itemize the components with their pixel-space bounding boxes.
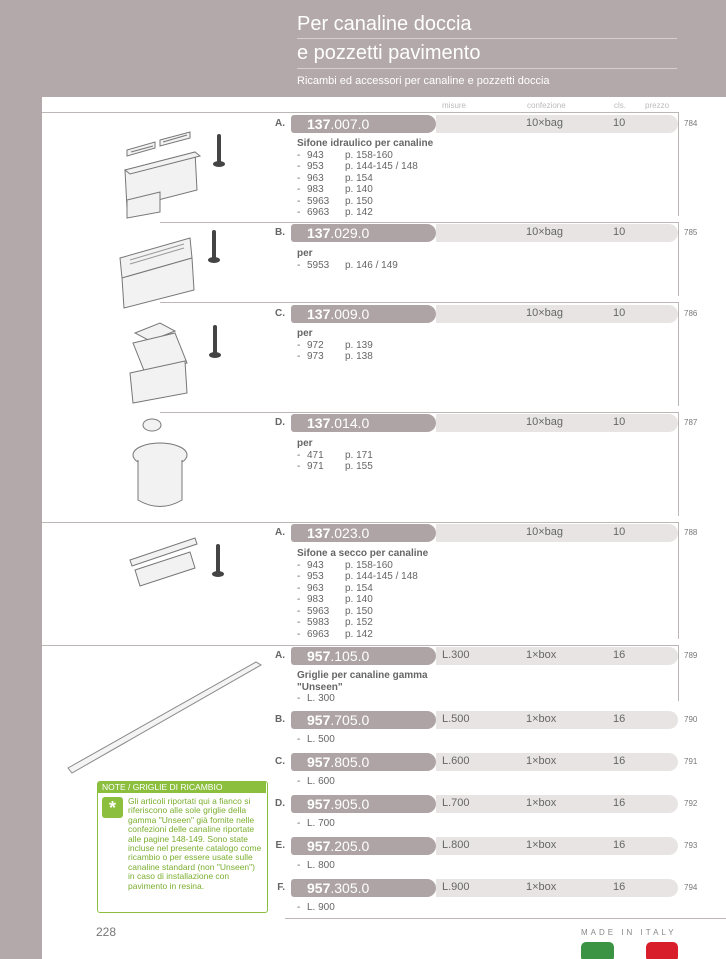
- dry-siphon-illustration: [120, 530, 250, 590]
- item-cls: 16: [613, 839, 626, 851]
- desc-code: 983: [307, 594, 324, 605]
- row-edge: [678, 302, 679, 406]
- desc-dash: -: [297, 605, 301, 617]
- desc-page: p. 154: [345, 172, 373, 184]
- desc-code: L. 800: [307, 860, 335, 871]
- item-ref: 790: [684, 715, 698, 724]
- desc-code: 5983: [307, 617, 330, 628]
- item-ref: 791: [684, 757, 698, 766]
- siphon-illustration-b: [110, 228, 240, 312]
- item-misure: L.600: [442, 755, 470, 767]
- code-prefix: 137: [307, 306, 331, 322]
- desc-code: 5953: [307, 259, 330, 271]
- desc-page: p. 155: [345, 461, 373, 472]
- item-info-band: [436, 753, 678, 771]
- desc-row: [297, 150, 467, 162]
- item-info-band: [436, 837, 678, 855]
- siphon-illustration-c: [125, 313, 240, 405]
- item-info-band: [436, 647, 678, 665]
- desc-row: [297, 571, 467, 583]
- code-prefix: 957: [307, 648, 331, 664]
- desc-dash: -: [297, 449, 301, 461]
- item-ref: 785: [684, 228, 698, 237]
- item-letter: D.: [275, 798, 285, 809]
- code-prefix: 137: [307, 225, 331, 241]
- desc-dash: -: [297, 902, 301, 913]
- desc-row: [297, 161, 467, 173]
- desc-title: per: [297, 248, 313, 259]
- desc-page: p. 140: [345, 184, 373, 195]
- note-heading: NOTE / GRIGLIE DI RICAMBIO: [98, 782, 266, 793]
- desc-title: per: [297, 438, 313, 449]
- desc-page: p. 144-145 / 148: [345, 161, 418, 172]
- desc-row: [297, 340, 467, 352]
- desc-dash: -: [297, 161, 301, 172]
- item-confezione: 10×bag: [526, 117, 564, 129]
- item-cls: 10: [613, 416, 626, 428]
- asterisk-icon: *: [102, 797, 123, 818]
- item-code: [291, 837, 436, 855]
- item-description: [297, 902, 467, 914]
- item-code: [291, 224, 436, 242]
- code-suffix: .007.0: [330, 116, 370, 132]
- item-code: [291, 305, 436, 323]
- item-letter: C.: [275, 308, 285, 319]
- desc-title: per: [297, 328, 313, 339]
- item-confezione: 1×box: [526, 713, 557, 725]
- desc-code: 953: [307, 571, 324, 582]
- desc-row: [297, 902, 467, 914]
- item-confezione: 1×box: [526, 649, 557, 661]
- code-suffix: .023.0: [330, 525, 370, 541]
- page-header: [42, 0, 726, 97]
- grate-illustration: [66, 660, 266, 775]
- col-cls: cls.: [614, 101, 626, 110]
- title-divider: [297, 68, 677, 69]
- desc-row: [297, 351, 467, 363]
- desc-code: 5963: [307, 605, 330, 617]
- desc-code: 6963: [307, 207, 330, 218]
- desc-dash: -: [297, 582, 301, 594]
- col-misure: misure: [442, 101, 467, 110]
- desc-code: L. 700: [307, 818, 335, 829]
- code-suffix: .029.0: [330, 225, 370, 241]
- flag-red-icon: [646, 942, 678, 959]
- desc-row: [297, 818, 467, 830]
- item-letter: A.: [275, 527, 285, 538]
- item-confezione: 1×box: [526, 797, 557, 809]
- desc-code: 953: [307, 161, 324, 172]
- desc-page: p. 142: [345, 207, 373, 218]
- item-confezione: 10×bag: [526, 226, 564, 238]
- desc-row: [297, 693, 467, 705]
- desc-dash: -: [297, 207, 301, 218]
- item-code: [291, 647, 436, 665]
- desc-code: 973: [307, 351, 324, 362]
- made-in-italy: MADE IN ITALY: [581, 928, 677, 937]
- code-suffix: .205.0: [330, 838, 370, 854]
- desc-page: p. 171: [345, 449, 373, 461]
- item-description: [297, 248, 467, 271]
- desc-page: p. 150: [345, 605, 373, 617]
- item-description: [297, 776, 467, 788]
- item-cls: 10: [613, 526, 626, 538]
- item-description: [297, 860, 467, 872]
- desc-code: L. 600: [307, 776, 335, 787]
- row-edge: [678, 645, 679, 701]
- desc-row: [297, 184, 467, 196]
- item-misure: L.500: [442, 713, 470, 725]
- item-info-band: [436, 524, 678, 542]
- desc-page: p. 146 / 149: [345, 259, 398, 271]
- item-info-band: [436, 224, 678, 242]
- desc-row: [297, 776, 467, 788]
- item-cls: 10: [613, 226, 626, 238]
- code-prefix: 137: [307, 415, 331, 431]
- code-suffix: .305.0: [330, 880, 370, 896]
- desc-row: [297, 207, 467, 219]
- desc-row: [297, 606, 467, 618]
- row-edge: [678, 412, 679, 516]
- note-text: Gli articoli riportati qui a fianco si riferiscono alle sole griglie della gamma "Unseen" già fornite nelle confezioni delle canaline riportate alle pagine 148-149. Sono state incluse nel presente catalogo come ricambio o per essere usate sulle canaline standard (non "Unseen") in caso di installazione con pavimento in resina.: [128, 796, 262, 891]
- desc-code: 5963: [307, 195, 330, 207]
- code-suffix: .014.0: [330, 415, 370, 431]
- desc-code: 983: [307, 184, 324, 195]
- item-code: [291, 879, 436, 897]
- item-misure: L.900: [442, 881, 470, 893]
- code-prefix: 957: [307, 754, 331, 770]
- item-description: [297, 438, 467, 473]
- item-code: [291, 524, 436, 542]
- desc-dash: -: [297, 351, 301, 362]
- code-suffix: .905.0: [330, 796, 370, 812]
- flag-green-icon: [581, 942, 614, 959]
- desc-page: p. 158-160: [345, 149, 393, 161]
- desc-row: [297, 583, 467, 595]
- desc-code: 971: [307, 461, 324, 472]
- item-info-band: [436, 305, 678, 323]
- desc-page: p. 140: [345, 594, 373, 605]
- code-prefix: 137: [307, 116, 331, 132]
- item-ref: 789: [684, 651, 698, 660]
- item-code: [291, 711, 436, 729]
- page-number: 228: [96, 925, 117, 939]
- item-letter: A.: [275, 118, 285, 129]
- desc-code: 963: [307, 172, 324, 184]
- item-description: [297, 328, 467, 363]
- desc-dash: -: [297, 339, 301, 351]
- desc-code: L. 900: [307, 902, 335, 913]
- code-prefix: 137: [307, 525, 331, 541]
- desc-code: 972: [307, 339, 324, 351]
- side-band: [0, 0, 42, 959]
- row-edge: [678, 522, 679, 639]
- item-misure: L.300: [442, 649, 470, 661]
- item-ref: 794: [684, 883, 698, 892]
- item-info-band: [436, 115, 678, 133]
- desc-page: p. 139: [345, 339, 373, 351]
- desc-row: [297, 734, 467, 746]
- desc-page: p. 144-145 / 148: [345, 571, 418, 582]
- desc-code: 943: [307, 559, 324, 571]
- item-info-band: [436, 795, 678, 813]
- page-title-line1: Per canaline doccia: [297, 13, 472, 35]
- desc-row: [297, 260, 467, 272]
- item-description: [297, 734, 467, 746]
- desc-dash: -: [297, 776, 301, 787]
- item-info-band: [436, 879, 678, 897]
- code-prefix: 957: [307, 838, 331, 854]
- item-code: [291, 753, 436, 771]
- item-confezione: 1×box: [526, 839, 557, 851]
- item-ref: 788: [684, 528, 698, 537]
- desc-row: [297, 629, 467, 641]
- item-cls: 16: [613, 797, 626, 809]
- item-letter: D.: [275, 417, 285, 428]
- code-suffix: .705.0: [330, 712, 370, 728]
- item-cls: 16: [613, 713, 626, 725]
- code-prefix: 957: [307, 880, 331, 896]
- desc-code: L. 300: [307, 693, 335, 704]
- item-letter: A.: [275, 650, 285, 661]
- item-ref: 787: [684, 418, 698, 427]
- title-divider: [297, 38, 677, 39]
- item-cls: 16: [613, 649, 626, 661]
- item-ref: 784: [684, 119, 698, 128]
- item-cls: 10: [613, 307, 626, 319]
- item-description: [297, 670, 467, 705]
- section-divider: [42, 522, 678, 523]
- desc-row: [297, 617, 467, 629]
- desc-row: [297, 461, 467, 473]
- desc-code: L. 500: [307, 734, 335, 745]
- desc-dash: -: [297, 693, 301, 704]
- desc-page: p. 138: [345, 351, 373, 362]
- item-description: [297, 548, 467, 640]
- code-prefix: 957: [307, 712, 331, 728]
- item-cls: 16: [613, 755, 626, 767]
- item-description: [297, 818, 467, 830]
- desc-row: [297, 860, 467, 872]
- siphon-illustration-a: [115, 120, 250, 220]
- desc-page: p. 142: [345, 628, 373, 640]
- item-code: [291, 115, 436, 133]
- note-box: [97, 781, 268, 913]
- item-info-band: [436, 414, 678, 432]
- desc-dash: -: [297, 734, 301, 745]
- row-divider: [160, 222, 678, 223]
- row-divider: [160, 412, 678, 413]
- desc-row: [297, 173, 467, 185]
- col-prezzo: prezzo: [645, 101, 670, 110]
- footer-divider: [285, 918, 726, 919]
- item-letter: B.: [275, 714, 285, 725]
- desc-dash: -: [297, 594, 301, 605]
- desc-dash: -: [297, 860, 301, 871]
- item-letter: E.: [275, 840, 285, 851]
- desc-page: p. 158-160: [345, 559, 393, 571]
- desc-dash: -: [297, 818, 301, 829]
- item-confezione: 10×bag: [526, 307, 564, 319]
- section-divider: [42, 112, 678, 113]
- code-suffix: .805.0: [330, 754, 370, 770]
- item-code: [291, 795, 436, 813]
- desc-code: 471: [307, 449, 324, 461]
- item-cls: 16: [613, 881, 626, 893]
- row-edge: [678, 112, 679, 216]
- item-misure: L.800: [442, 839, 470, 851]
- desc-dash: -: [297, 195, 301, 207]
- desc-code: 943: [307, 149, 324, 161]
- item-description: [297, 138, 467, 219]
- desc-row: [297, 450, 467, 462]
- desc-code: 6963: [307, 628, 330, 640]
- desc-dash: -: [297, 172, 301, 184]
- desc-page: p. 152: [345, 617, 373, 628]
- page-title-line2: e pozzetti pavimento: [297, 42, 481, 64]
- desc-dash: -: [297, 259, 301, 271]
- item-info-band: [436, 711, 678, 729]
- page-subtitle: Ricambi ed accessori per canaline e pozzetti doccia: [297, 75, 550, 87]
- code-prefix: 957: [307, 796, 331, 812]
- item-letter: C.: [275, 756, 285, 767]
- desc-row: [297, 594, 467, 606]
- desc-title: Sifone idraulico per canaline: [297, 138, 434, 149]
- desc-title: Griglie per canaline gamma "Unseen": [297, 670, 428, 693]
- desc-dash: -: [297, 571, 301, 582]
- desc-code: 963: [307, 582, 324, 594]
- desc-dash: -: [297, 184, 301, 195]
- floor-drain-illustration: [130, 415, 200, 515]
- desc-dash: -: [297, 149, 301, 161]
- item-confezione: 1×box: [526, 755, 557, 767]
- desc-dash: -: [297, 617, 301, 628]
- item-cls: 10: [613, 117, 626, 129]
- item-misure: L.700: [442, 797, 470, 809]
- desc-row: [297, 560, 467, 572]
- item-ref: 792: [684, 799, 698, 808]
- desc-dash: -: [297, 461, 301, 472]
- code-suffix: .105.0: [330, 648, 370, 664]
- desc-page: p. 154: [345, 582, 373, 594]
- item-letter: B.: [275, 227, 285, 238]
- desc-dash: -: [297, 628, 301, 640]
- item-confezione: 10×bag: [526, 526, 564, 538]
- desc-row: [297, 196, 467, 208]
- item-confezione: 10×bag: [526, 416, 564, 428]
- desc-dash: -: [297, 559, 301, 571]
- desc-page: p. 150: [345, 195, 373, 207]
- item-ref: 786: [684, 309, 698, 318]
- section-divider: [42, 645, 678, 646]
- row-edge: [678, 222, 679, 296]
- code-suffix: .009.0: [330, 306, 370, 322]
- item-code: [291, 414, 436, 432]
- col-confezione: confezione: [527, 101, 566, 110]
- item-confezione: 1×box: [526, 881, 557, 893]
- item-letter: F.: [277, 882, 285, 893]
- item-ref: 793: [684, 841, 698, 850]
- desc-title: Sifone a secco per canaline: [297, 548, 429, 559]
